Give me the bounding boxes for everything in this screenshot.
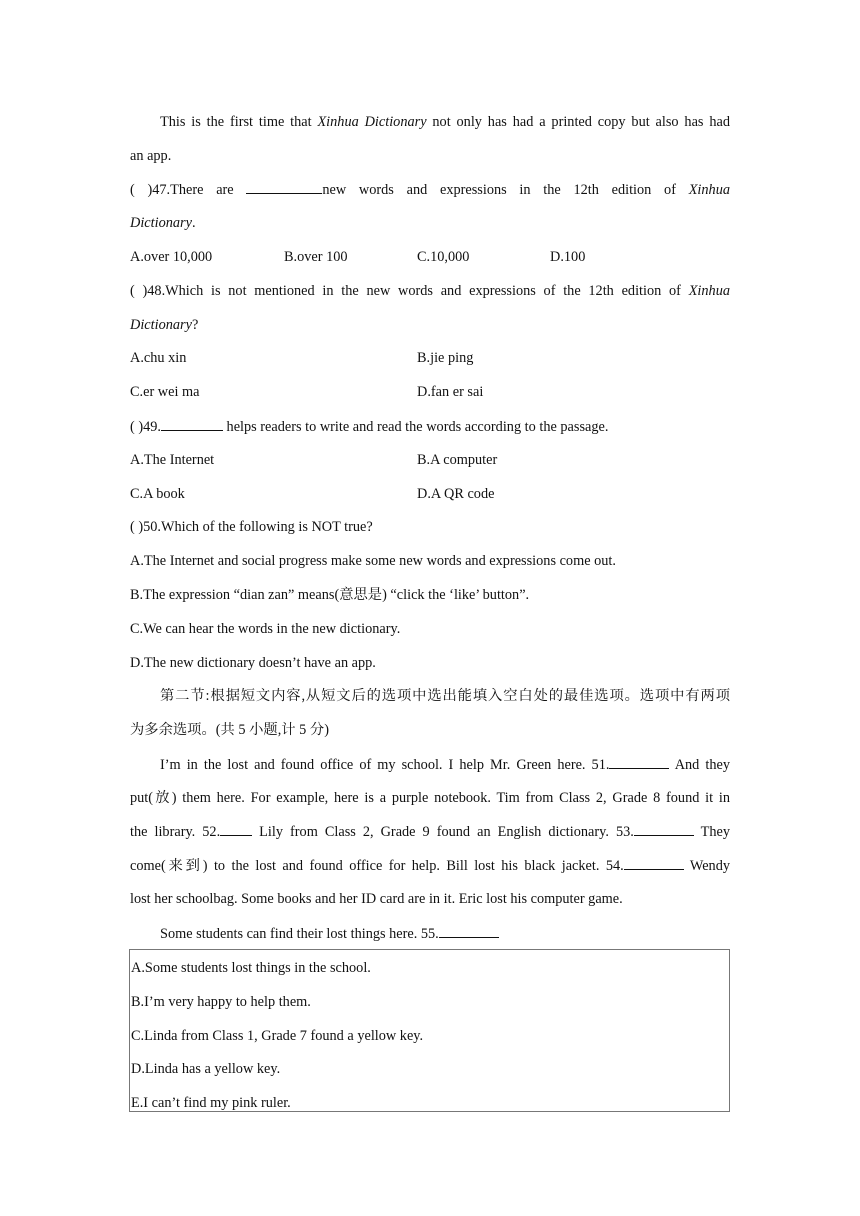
passage-line-4 <box>130 855 730 876</box>
dictionary-title: Xinhua <box>688 283 730 299</box>
option-c[interactable]: C.A book <box>130 486 185 502</box>
option-d[interactable]: D.100 <box>550 249 586 265</box>
option-c[interactable]: C.We can hear the words in the new dictionary. <box>130 621 401 637</box>
option-d[interactable]: D.A QR code <box>417 486 495 502</box>
choice-c[interactable]: C.Linda from Class 1, Grade 7 found a yellow key. <box>131 1028 424 1044</box>
passage-text: They <box>693 824 730 840</box>
choice-d[interactable]: D.Linda has a yellow key. <box>131 1061 281 1077</box>
intro-text: This is the first time that <box>160 114 318 130</box>
dictionary-title: Dictionary <box>130 317 192 333</box>
question-47-number: ( )47.There are <box>130 182 247 198</box>
question-49-stem <box>130 416 730 437</box>
option-b[interactable]: B.A computer <box>417 452 498 468</box>
passage-text: I’m in the lost and found office of my school. I help Mr. Green here. 51. <box>160 757 610 773</box>
question-47-stem <box>130 179 730 200</box>
choice-a[interactable]: A.Some students lost things in the school. <box>131 960 371 976</box>
passage-line-6 <box>160 923 730 944</box>
intro-text-rest: not only has had a printed copy but also has had <box>426 114 730 130</box>
passage-text: And they <box>669 757 730 773</box>
passage-line-3 <box>130 821 730 842</box>
option-b[interactable]: B.The expression “dian zan” means(意思是) “click the ‘like’ button”. <box>130 587 530 603</box>
question-49-number: ( )49. <box>130 419 161 435</box>
option-d[interactable]: D.The new dictionary doesn’t have an app. <box>130 655 376 671</box>
question-48-stem-cont <box>130 315 730 335</box>
option-c[interactable]: C.er wei ma <box>130 384 200 400</box>
option-a[interactable]: A.chu xin <box>130 350 187 366</box>
question-49-text: helps readers to write and read the words according to the passage. <box>222 419 609 435</box>
punctuation: ? <box>191 317 199 333</box>
blank-51[interactable] <box>609 754 669 769</box>
blank-52[interactable] <box>220 821 252 836</box>
question-47-text: new words and expressions in the 12th edition of <box>322 182 689 198</box>
dictionary-title: Dictionary <box>130 215 192 231</box>
option-a[interactable]: A.The Internet and social progress make some new words and expressions come out. <box>130 553 616 569</box>
blank-54[interactable] <box>624 855 684 870</box>
option-a[interactable]: A.The Internet <box>130 452 215 468</box>
option-d[interactable]: D.fan er sai <box>417 384 484 400</box>
option-a[interactable]: A.over 10,000 <box>130 249 213 265</box>
passage-line-5: lost her schoolbag. Some books and her ID card are in it. Eric lost his computer game. <box>130 891 623 907</box>
blank-53[interactable] <box>634 821 694 836</box>
answer-blank[interactable] <box>246 179 322 194</box>
blank-55[interactable] <box>439 923 499 938</box>
intro-dictionary-title: Xinhua Dictionary <box>317 114 427 130</box>
question-50-stem: ( )50.Which of the following is NOT true? <box>130 519 373 535</box>
passage-line-1 <box>160 754 730 775</box>
choice-e[interactable]: E.I can’t find my pink ruler. <box>131 1095 291 1111</box>
punctuation: . <box>191 215 196 231</box>
option-b[interactable]: B.over 100 <box>284 249 348 265</box>
question-48-stem <box>130 281 730 301</box>
intro-line-1 <box>160 112 730 132</box>
question-48-text: ( )48.Which is not mentioned in the new words and expressions of the 12th edition of <box>130 283 689 299</box>
intro-line-2: an app. <box>130 148 172 164</box>
dictionary-title: Xinhua <box>688 182 730 198</box>
choice-b[interactable]: B.I’m very happy to help them. <box>131 994 311 1010</box>
passage-text: the library. 52. <box>130 824 221 840</box>
passage-text: Some students can find their lost things here. 55. <box>160 926 439 942</box>
passage-text: Wendy <box>683 858 730 874</box>
passage-line-2: put(放) them here. For example, here is a purple notebook. Tim from Class 2, Grade 8 found it in <box>130 790 730 806</box>
question-47-stem-cont <box>130 213 730 233</box>
options-box <box>129 949 730 1112</box>
option-b[interactable]: B.jie ping <box>417 350 474 366</box>
section-2-instructions-cont: 为多余选项。(共 5 小题,计 5 分) <box>130 722 329 738</box>
passage-text: Lily from Class 2, Grade 9 found an English dictionary. 53. <box>252 824 634 840</box>
passage-text: come(来到) to the lost and found office for help. Bill lost his black jacket. 54. <box>130 858 624 874</box>
answer-blank[interactable] <box>161 416 223 431</box>
section-2-instructions: 第二节:根据短文内容,从短文后的选项中选出能填入空白处的最佳选项。选项中有两项 <box>160 688 730 704</box>
option-c[interactable]: C.10,000 <box>417 249 470 265</box>
